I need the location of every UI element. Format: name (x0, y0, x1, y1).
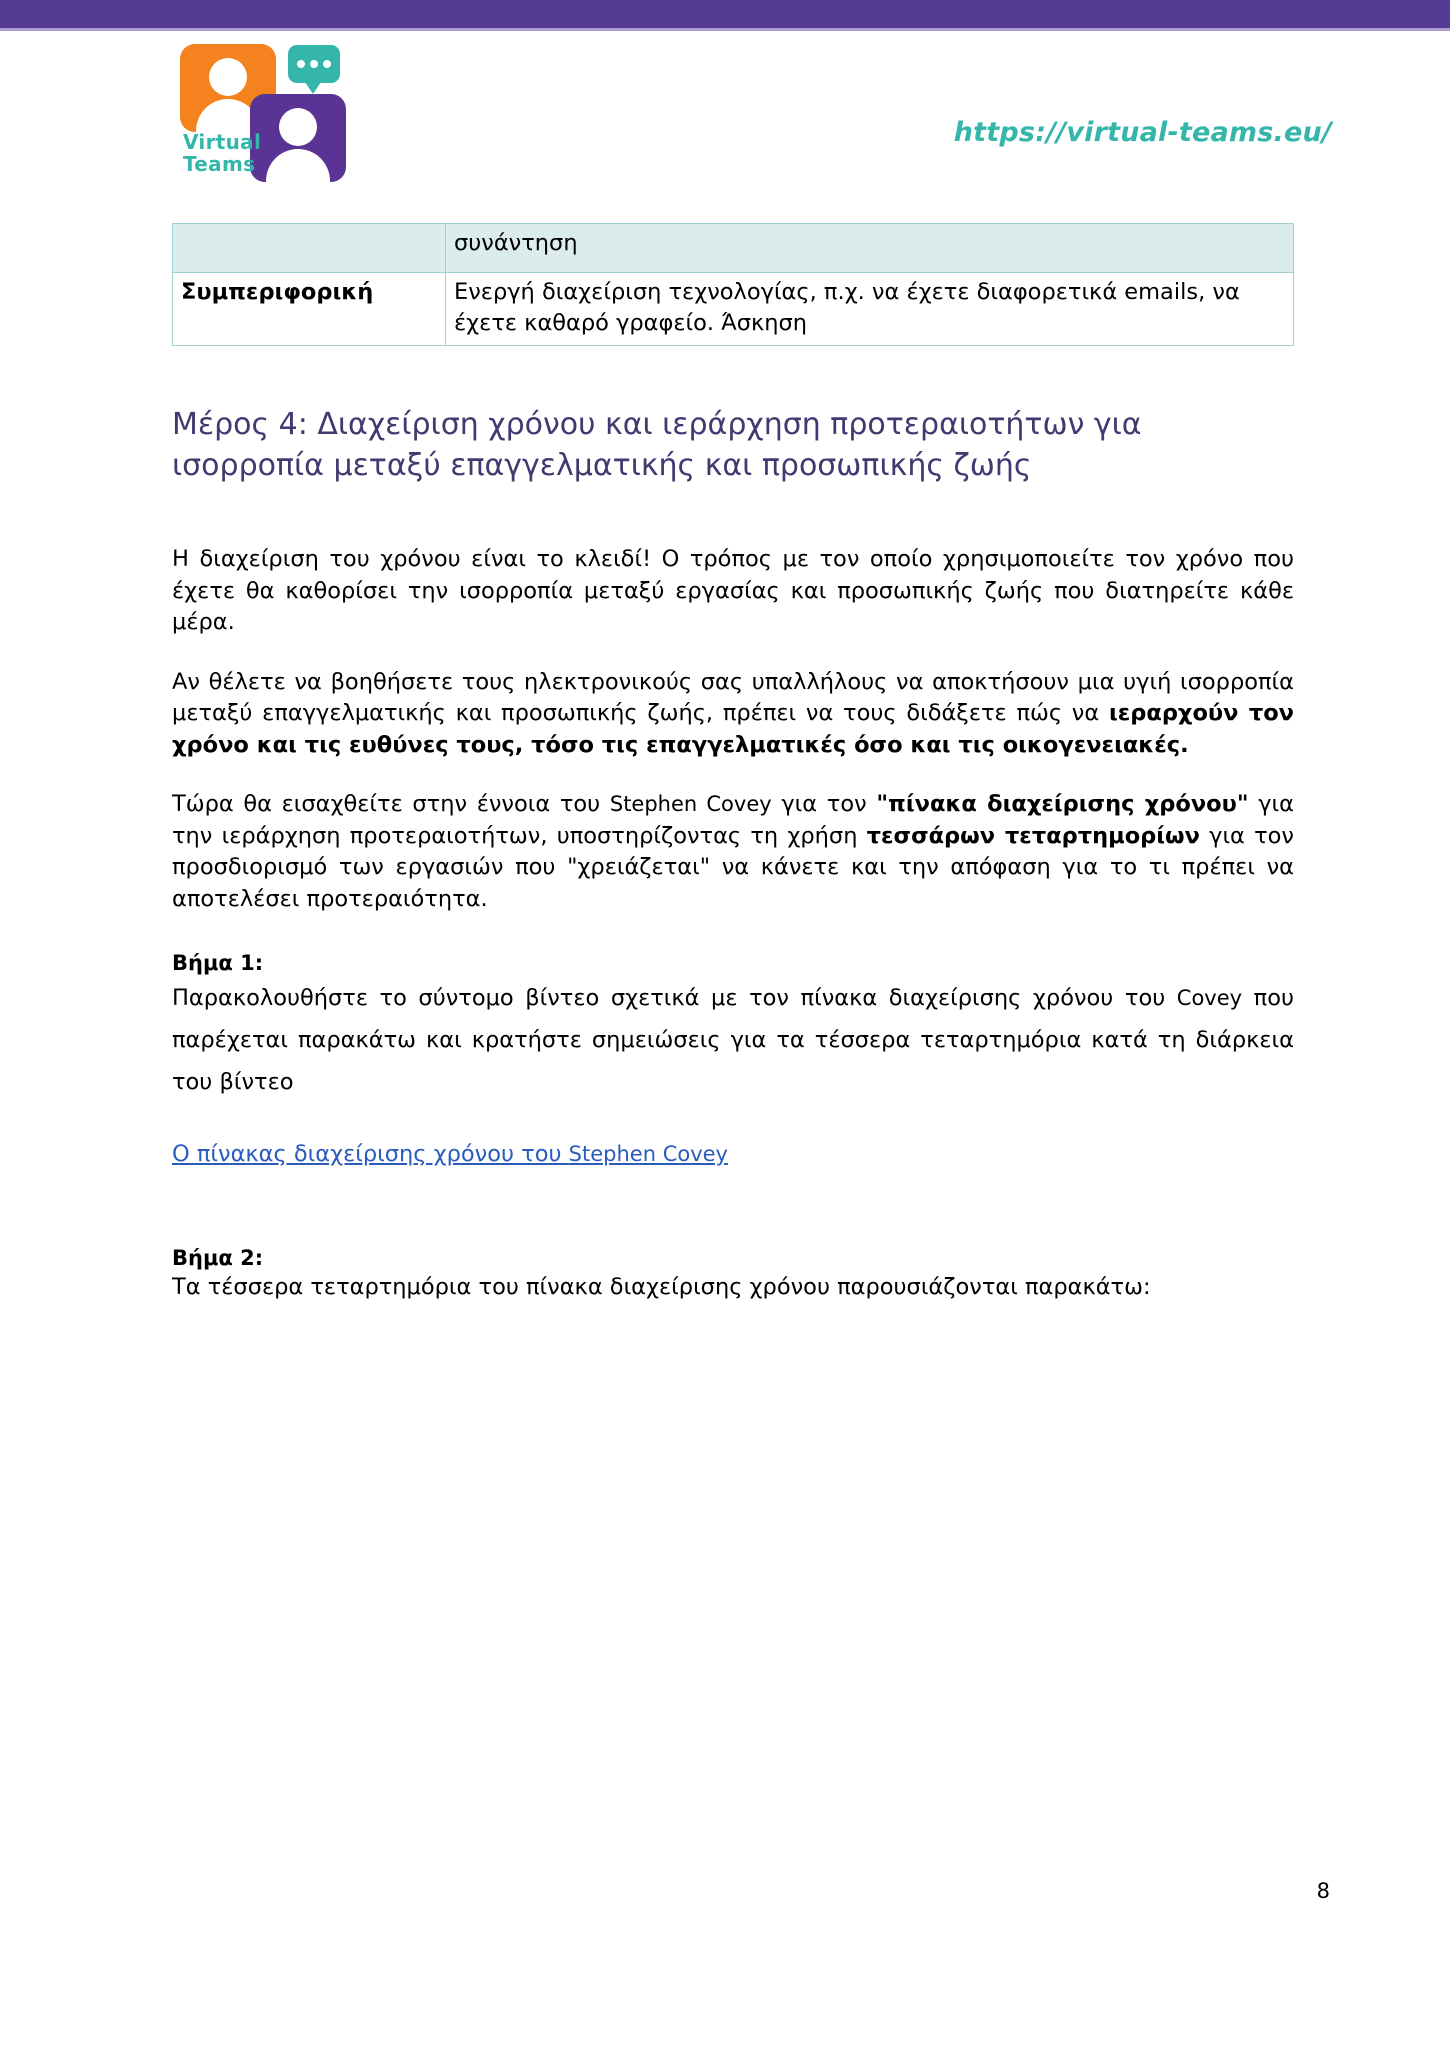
step-1-author: Covey (1176, 986, 1243, 1010)
paragraph-covey-text-d: για τον προσδιορισμό των εργασιών που "χρειάζεται" να κάνετε και την απόφαση για το τι πρέπει να αποτελέσει προτεραιότητα. (172, 822, 1294, 912)
table-row (173, 273, 1294, 346)
paragraph-covey-text-c: για την ιεράρχηση προτεραιοτήτων, υποστηρίζοντας τη χρήση (172, 791, 1294, 849)
table-row (173, 224, 1294, 273)
table-cell-label (173, 224, 446, 273)
paragraph-balance-emphasis: ιεραρχούν τον χρόνο και τις ευθύνες τους, τόσο τις επαγγελματικές όσο και τις οικογενειακές. (172, 700, 1294, 758)
table-cell-value: συνάντηση (446, 224, 1294, 273)
bubble-dots-icon (297, 60, 331, 68)
page-number: 8 (1316, 1879, 1330, 1903)
chat-bubble-icon (288, 45, 340, 83)
page-header (0, 31, 1450, 181)
site-url[interactable]: https://virtual-teams.eu/ (953, 117, 1332, 148)
covey-time-matrix-link[interactable] (172, 1139, 728, 1170)
page-title: Μέρος 4: Διαχείριση χρόνου και ιεράρχηση προτεραιοτήτων για ισορροπία μεταξύ επαγγελματικής και προσωπικής ζωής (172, 407, 1142, 483)
person-head-icon (279, 108, 317, 146)
person-head-icon (209, 58, 247, 96)
paragraph-covey-emphasis-2: τεσσάρων τεταρτημορίων (866, 822, 1200, 849)
covey-link-author: Stephen Covey (568, 1142, 728, 1166)
step-2-label: Βήμα 2: (172, 1246, 264, 1270)
top-purple-bar (0, 0, 1450, 28)
step-1-body (172, 977, 1294, 1103)
document-page (0, 31, 1450, 2048)
table-cell-value: Ενεργή διαχείριση τεχνολογίας, π.χ. να έχετε διαφορετικά emails, να έχετε καθαρό γραφείο. Άσκηση (446, 273, 1294, 346)
paragraph-balance-text: Αν θέλετε να βοηθήσετε τους ηλεκτρονικούς σας υπαλλήλους να αποκτήσουν μια υγιή ισορροπία μεταξύ επαγγελματικής και προσωπικής ζωής, πρέπει να τους διδάξετε πώς να (172, 668, 1294, 726)
table-cell-label: Συμπεριφορική (173, 273, 446, 346)
document-content (172, 223, 1297, 1303)
person-body-icon (266, 149, 330, 182)
paragraph-covey-author: Stephen Covey (609, 792, 772, 816)
paragraph-covey-text-a: Τώρα θα εισαχθείτε στην έννοια του (172, 791, 610, 817)
behaviour-table (172, 223, 1294, 346)
purple-person-tile-icon (250, 94, 346, 182)
paragraph-intro: Η διαχείριση του χρόνου είναι το κλειδί! Ο τρόπος με τον οποίο χρησιμοποιείτε τον χρόνο που έχετε θα καθορίσει την ισορροπία μεταξύ εργασίας και προσωπικής ζωής που διατηρείτε κάθε μέρα. (172, 546, 1294, 635)
virtual-teams-logo (172, 39, 372, 179)
logo-wordmark-line1: Virtual (183, 130, 262, 154)
paragraph-covey (172, 789, 1294, 915)
covey-link-text: Ο πίνακας διαχείρισης χρόνου του (172, 1141, 569, 1167)
step-2-body: Τα τέσσερα τεταρτημόρια του πίνακα διαχείρισης χρόνου παρουσιάζονται παρακάτω: (172, 1274, 1151, 1300)
logo-wordmark (183, 131, 261, 175)
paragraph-balance (172, 667, 1294, 762)
logo-wordmark-line2: Teams (183, 152, 256, 176)
step-1-label: Βήμα 1: (172, 951, 264, 975)
paragraph-covey-text-b: για τον (771, 791, 877, 817)
step-1-text-b: που παρέχεται παρακάτω και κρατήστε σημειώσεις για τα τέσσερα τεταρτημόρια κατά τη διάρκεια του βίντεο (172, 985, 1294, 1095)
step-1-text-a: Παρακολουθήστε το σύντομο βίντεο σχετικά με τον πίνακα διαχείρισης χρόνου του (172, 985, 1177, 1011)
paragraph-covey-emphasis-1: "πίνακα διαχείρισης χρόνου" (876, 791, 1249, 817)
